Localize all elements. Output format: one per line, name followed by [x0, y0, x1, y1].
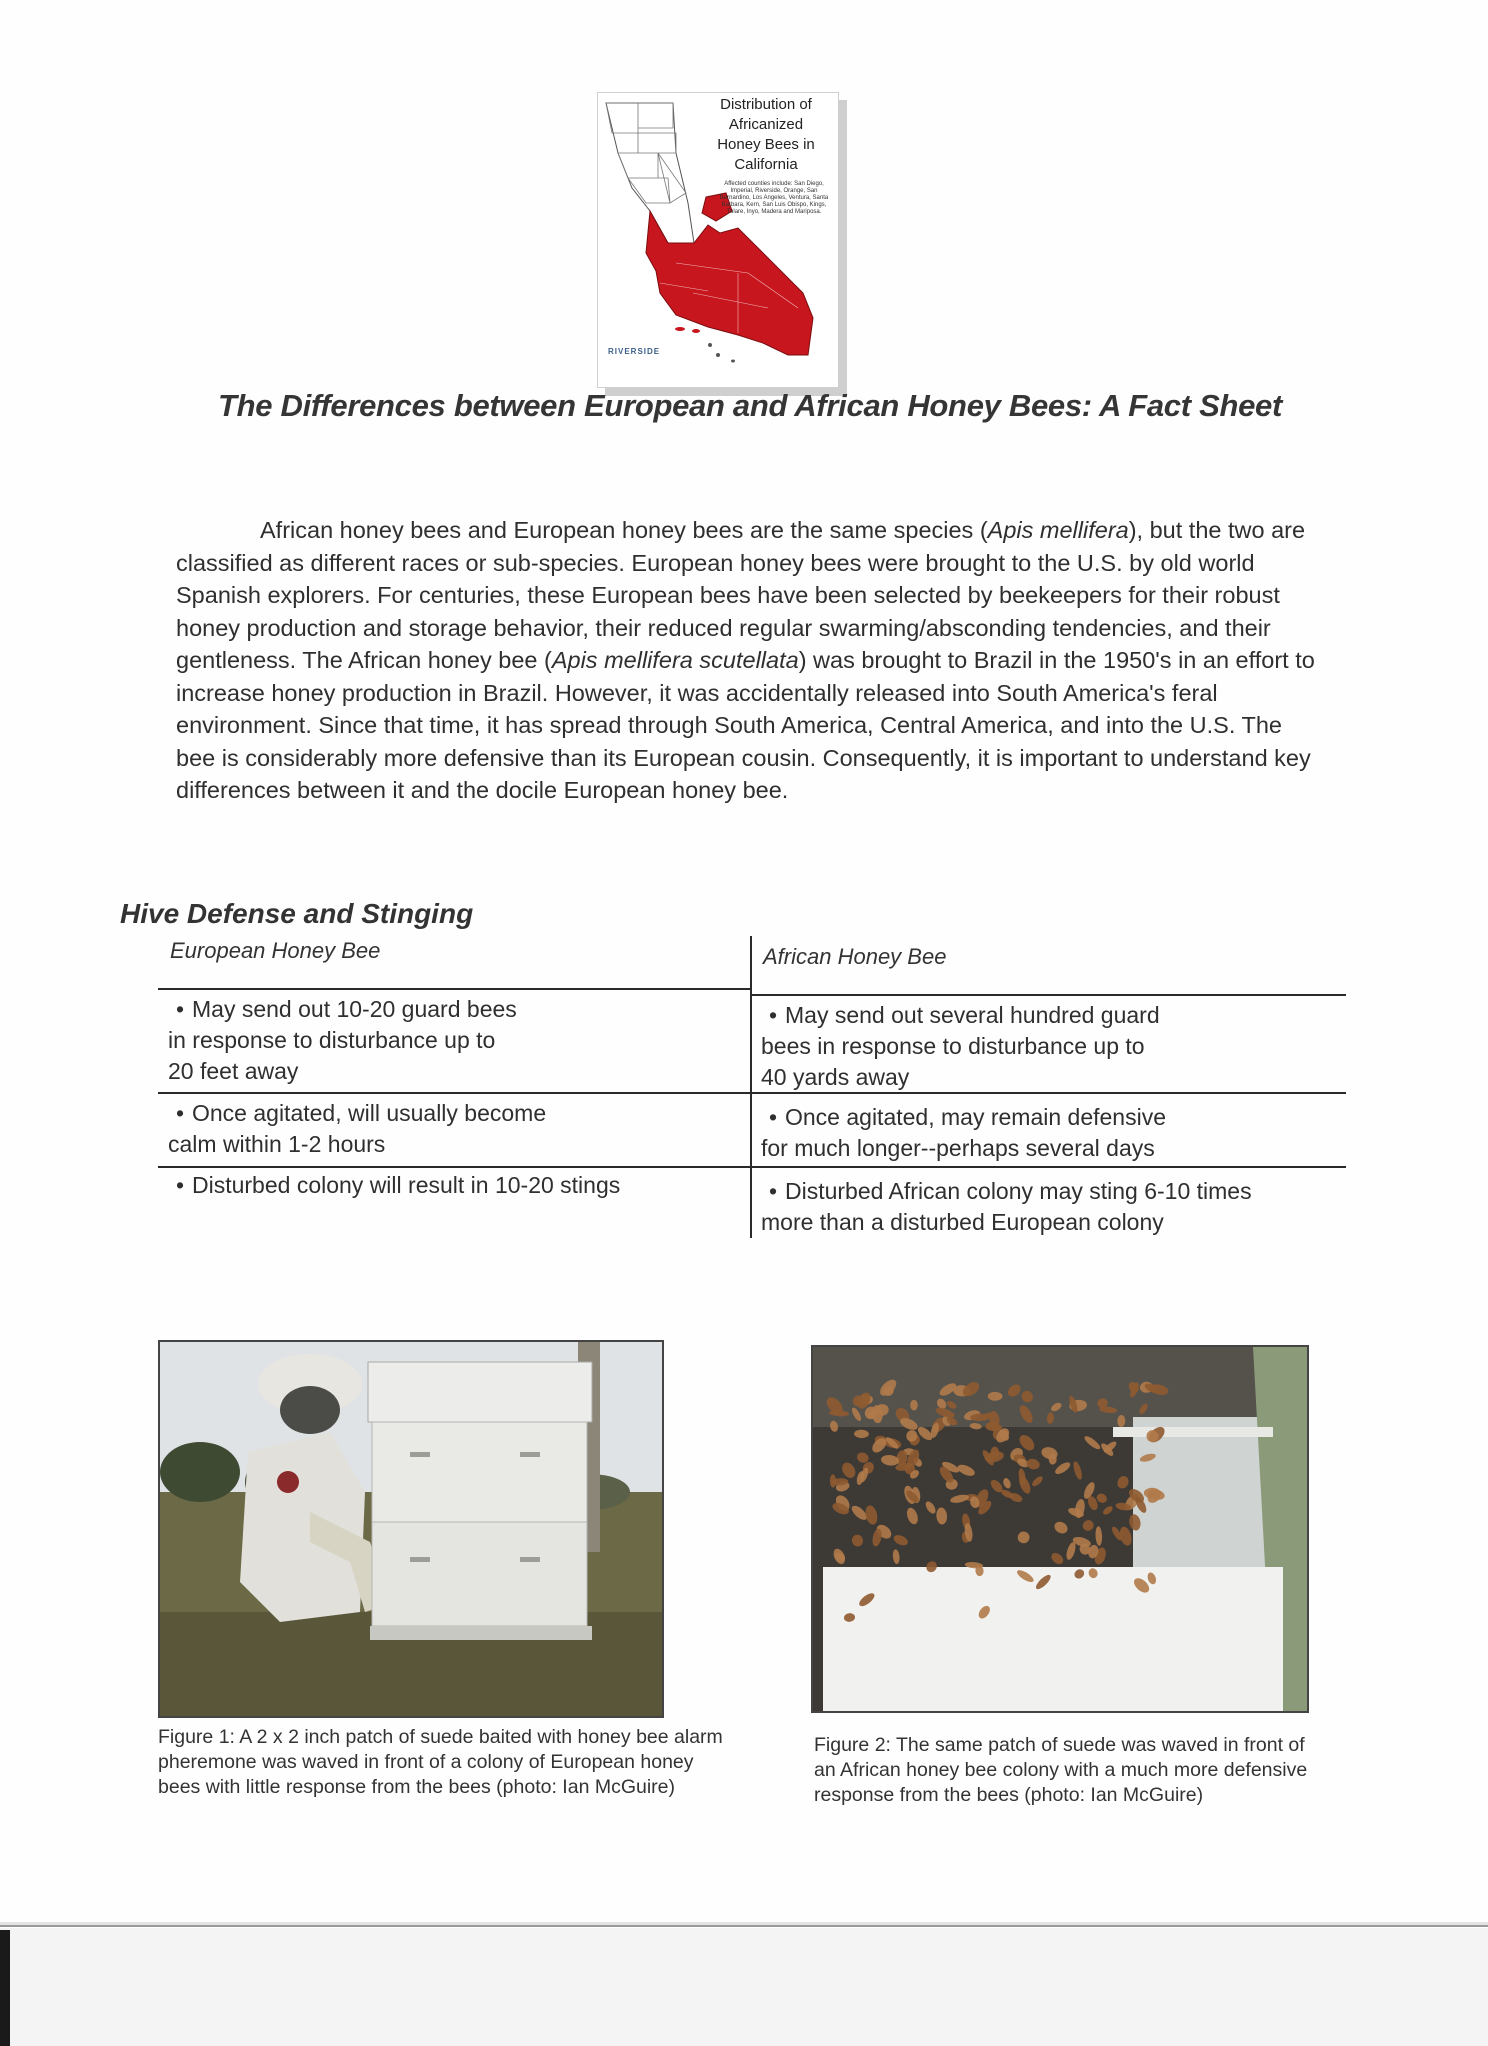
- map-title-line: Distribution of: [720, 96, 812, 113]
- comparison-table: [158, 936, 1348, 1242]
- intro-text: African honey bees and European honey bees are the same species (Apis mellifera), but the two are classified as different races or sub-species. European honey bees were brought to the U.S. by old world Spanish explorers. For centuries, these European bees have been selected by beekeepers for their robust honey production and storage behavior, their reduced regular swarming/absconding tendencies, and their gentleness. The African honey bee (Apis mellifera scutellata) was brought to Brazil in the 1950's in an effort to increase honey production in Brazil. However, it was accidentally released into South America's feral environment. Since that time, it has spread through South America, Central America, and into the U.S. The bee is considerably more defensive than its European cousin. Consequently, it is important to understand key differences between it and the docile European honey bee.: [176, 517, 1315, 803]
- intro-paragraph: [176, 514, 1321, 807]
- table-cell-european: • Once agitated, will usually become calm within 1-2 hours: [168, 1100, 547, 1157]
- section-title: Hive Defense and Stinging: [120, 898, 474, 929]
- figure-2-caption: Figure 2: The same patch of suede was waved in front of an African honey bee colony with a much more defensive response from the bees (photo: Ian McGuire): [814, 1734, 1308, 1806]
- scan-edge-shadow: [0, 1930, 10, 2046]
- column-header-african: African Honey Bee: [763, 944, 947, 969]
- figure-1-photo: [158, 1340, 664, 1718]
- riverside-logo: RIVERSIDE: [608, 347, 661, 356]
- row-divider: [158, 1166, 1346, 1168]
- figure-1-caption: Figure 1: A 2 x 2 inch patch of suede baited with honey bee alarm pheremone was waved in front of a colony of European honey bees with little response from the bees (photo: Ian McGuire): [158, 1726, 723, 1798]
- table-cell-european: • Disturbed colony will result in 10-20 stings: [175, 1172, 621, 1198]
- california-map-figure: [597, 92, 839, 388]
- map-title: [696, 95, 836, 175]
- table-cell-african: • May send out several hundred guard bees in response to disturbance up to 40 yards away: [761, 1002, 1160, 1090]
- underlying-sheet: [0, 1928, 1488, 2046]
- row-divider: [158, 988, 750, 990]
- figure-2-photo: [811, 1345, 1309, 1713]
- column-header-european: European Honey Bee: [170, 938, 381, 963]
- map-title-line: California: [734, 156, 798, 173]
- table-cell-african: • Disturbed African colony may sting 6-10 times more than a disturbed European colony: [761, 1178, 1252, 1235]
- column-divider: [750, 936, 752, 1238]
- map-affected-counties-note: Affected counties include: San Diego, Imperial, Riverside, Orange, San Bernardino, Los Angeles, Ventura, Santa Barbara, Kern, San Luis Obispo, Kings, Tulare, Inyo, Madera and Mariposa.: [719, 181, 829, 215]
- map-title-line: Africanized: [728, 116, 804, 133]
- page-title: The Differences between European and African Honey Bees: A Fact Sheet: [217, 388, 1282, 423]
- table-cell-african: • Once agitated, may remain defensive for much longer--perhaps several days: [761, 1104, 1166, 1161]
- table-cell-european: • May send out 10-20 guard bees in response to disturbance up to 20 feet away: [168, 996, 517, 1084]
- map-title-line: Honey Bees in: [717, 136, 815, 153]
- row-divider: [158, 1092, 1346, 1094]
- row-divider: [750, 994, 1346, 996]
